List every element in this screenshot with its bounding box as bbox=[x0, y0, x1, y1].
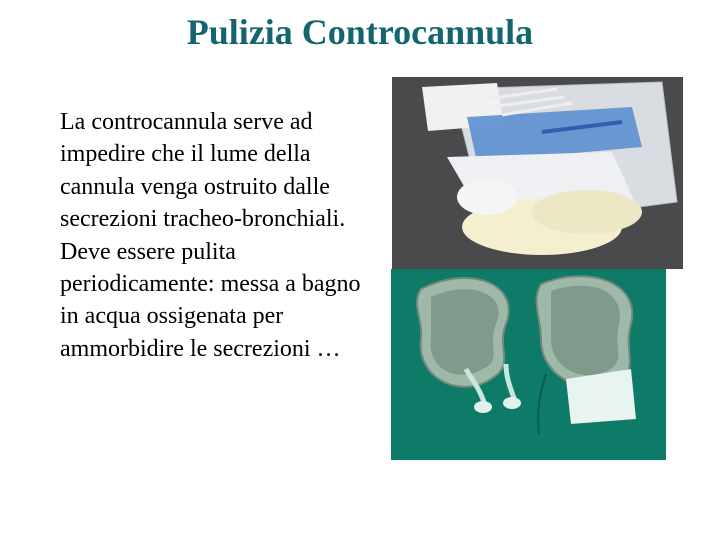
basin-inner-left bbox=[431, 289, 499, 375]
kidney-basins-photo bbox=[391, 269, 666, 460]
tracheostomy-care-kit-photo bbox=[392, 77, 683, 269]
body-text bbox=[60, 106, 370, 365]
cannula-flange-1 bbox=[474, 401, 492, 413]
slide-title: Pulizia Controcannula bbox=[186, 12, 534, 52]
paragraph-purpose: La controcannula serve ad impedire che il lume della cannula venga ostruito dalle secrezioni tracheo-bronchiali. bbox=[60, 109, 346, 233]
basin-inner-right bbox=[551, 286, 620, 376]
cannula-flange-2 bbox=[503, 397, 521, 409]
cotton-balls bbox=[457, 179, 517, 215]
paragraph-cleaning: Deve essere pulita periodicamente: messa a bagno in acqua ossigenata per ammorbidire le secrezioni … bbox=[60, 238, 361, 362]
glove-2 bbox=[532, 190, 642, 234]
